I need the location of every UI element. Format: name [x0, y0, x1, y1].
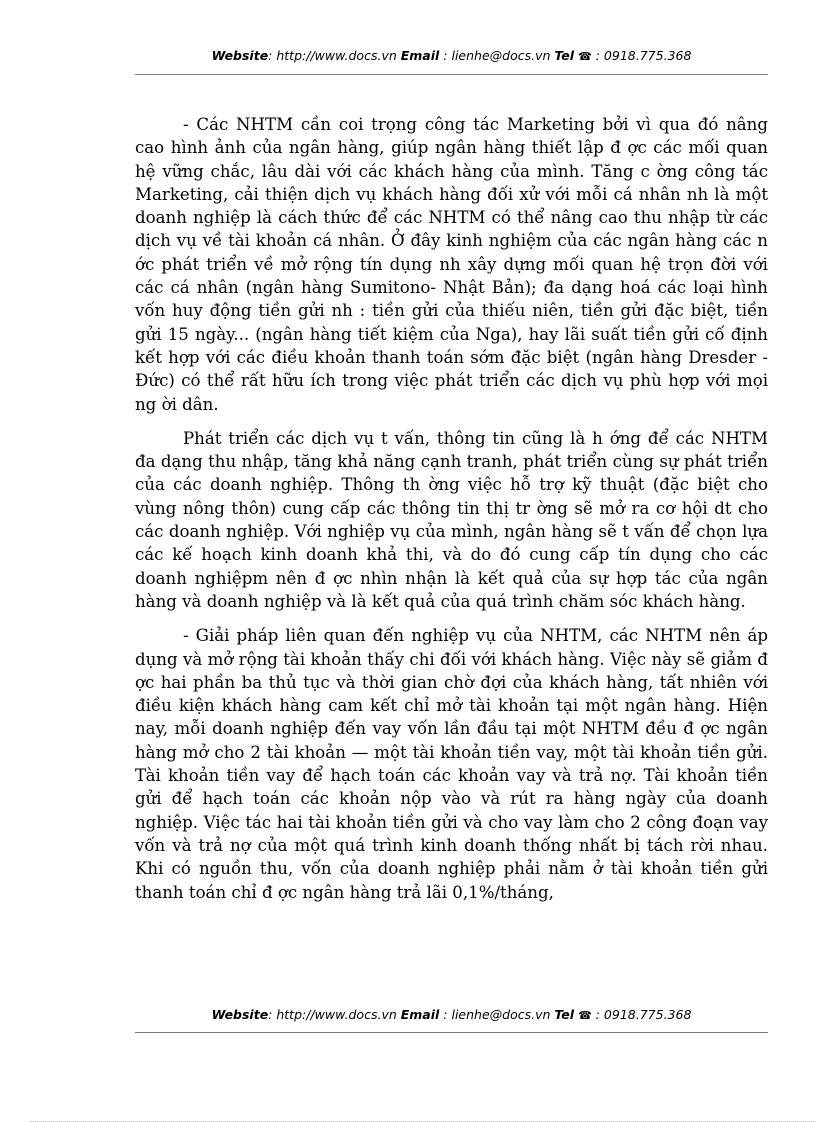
- page-header: [135, 48, 768, 63]
- footer-website-url[interactable]: http://www.docs.vn: [276, 1007, 401, 1022]
- page-footer: [135, 1007, 768, 1022]
- header-website-label: Website: [211, 48, 269, 63]
- paragraph-consulting: Phát triển các dịch vụ t vấn, thông tin cũng là h ớng để các NHTM đa dạng thu nhập, tăng khả năng cạnh tranh, phát triển cùng sự phát triển của các doanh nghiệp. Thông th ờng việc hỗ trợ kỹ thuật (đặc biệt cho vùng nông thôn) cung cấp các thông tin thị tr ờng sẽ mở ra cơ hội dt cho các doanh nghiệp. Với nghiệp vụ của mình, ngân hàng sẽ t vấn để chọn lựa các kế hoạch kinh doanh khả thi, và do đó cung cấp tín dụng cho các doanh nghiệpm nên đ ợc nhìn nhận là kết quả của sự hợp tác của ngân hàng và doanh nghiệp và là kết quả của quá trình chăm sóc khách hàng.: [135, 428, 768, 611]
- document-body: [135, 113, 768, 915]
- footer-email-label: Email: [400, 1007, 440, 1022]
- footer-phone-value: : 0918.775.368: [591, 1007, 692, 1022]
- page-edge-divider: [30, 1121, 816, 1122]
- header-email-value[interactable]: : lienhe@docs.vn: [439, 48, 555, 63]
- footer-website-label: Website: [211, 1007, 269, 1022]
- header-divider: [135, 74, 768, 75]
- header-website-sep: :: [268, 48, 277, 63]
- footer-tel-label: Tel: [554, 1007, 575, 1022]
- footer-email-value[interactable]: : lienhe@docs.vn: [439, 1007, 555, 1022]
- footer-website-sep: :: [268, 1007, 277, 1022]
- phone-icon: ☎: [578, 1009, 592, 1022]
- paragraph-accounts: - Giải pháp liên quan đến nghiệp vụ của NHTM, các NHTM nên áp dụng và mở rộng tài khoản thấy chi đối với khách hàng. Việc này sẽ giảm đ ợc hai phần ba thủ tục và thời gian chờ đợi của khách hàng, tất nhiên với điều kiện khách hàng cam kết chỉ mở tài khoản tại một ngân hàng. Hiện nay, mỗi doanh nghiệp đến vay vốn lần đầu tại một NHTM đều đ ợc ngân hàng mở cho 2 tài khoản — một tài khoản tiền vay, một tài khoản tiền gửi. Tài khoản tiền vay để hạch toán các khoản vay và trả nợ. Tài khoản tiền gửi để hạch toán các khoản nộp vào và rút ra hàng ngày của doanh nghiệp. Việc tác hai tài khoản tiền gửi và cho vay làm cho 2 công đoạn vay vốn và trả nợ của một quá trình kinh doanh thống nhất bị tách rời nhau. Khi có nguồn thu, vốn của doanh nghiệp phải nằm ở tài khoản tiền gửi thanh toán chỉ đ ợc ngân hàng trả lãi 0,1%/tháng,: [135, 626, 768, 902]
- header-tel-label: Tel: [554, 48, 575, 63]
- header-website-url[interactable]: http://www.docs.vn: [276, 48, 401, 63]
- paragraph-marketing: - Các NHTM cần coi trọng công tác Marketing bởi vì qua đó nâng cao hình ảnh của ngân hàng, giúp ngân hàng thiết lập đ ợc các mối quan hệ vững chắc, lâu dài với các khách hàng của mình. Tăng c ờng công tác Marketing, cải thiện dịch vụ khách hàng đối xử với mỗi cá nhân nh là một doanh nghiệp là cách thức để các NHTM có thể nâng cao thu nhập từ các dịch vụ về tài khoản cá nhân. Ở đây kinh nghiệm của các ngân hàng các n ớc phát triển về mở rộng tín dụng nh xây dựng mối quan hệ trọn đời với các cá nhân (ngân hàng Sumitono- Nhật Bản); đa dạng hoá các loại hình vốn huy động tiền gửi nh : tiền gửi của thiếu niên, tiền gửi đặc biệt, tiền gửi 15 ngày... (ngân hàng tiết kiệm của Nga), hay lãi suất tiền gửi cố định kết hợp với các điều khoản thanh toán sớm đặc biệt (ngân hàng Dresder - Đức) có thể rất hữu ích trong việc phát triển các dịch vụ phù hợp với mọi ng ời dân.: [135, 115, 768, 414]
- phone-icon: ☎: [578, 50, 592, 63]
- header-email-label: Email: [400, 48, 440, 63]
- header-phone-value: : 0918.775.368: [591, 48, 692, 63]
- footer-divider: [135, 1032, 768, 1033]
